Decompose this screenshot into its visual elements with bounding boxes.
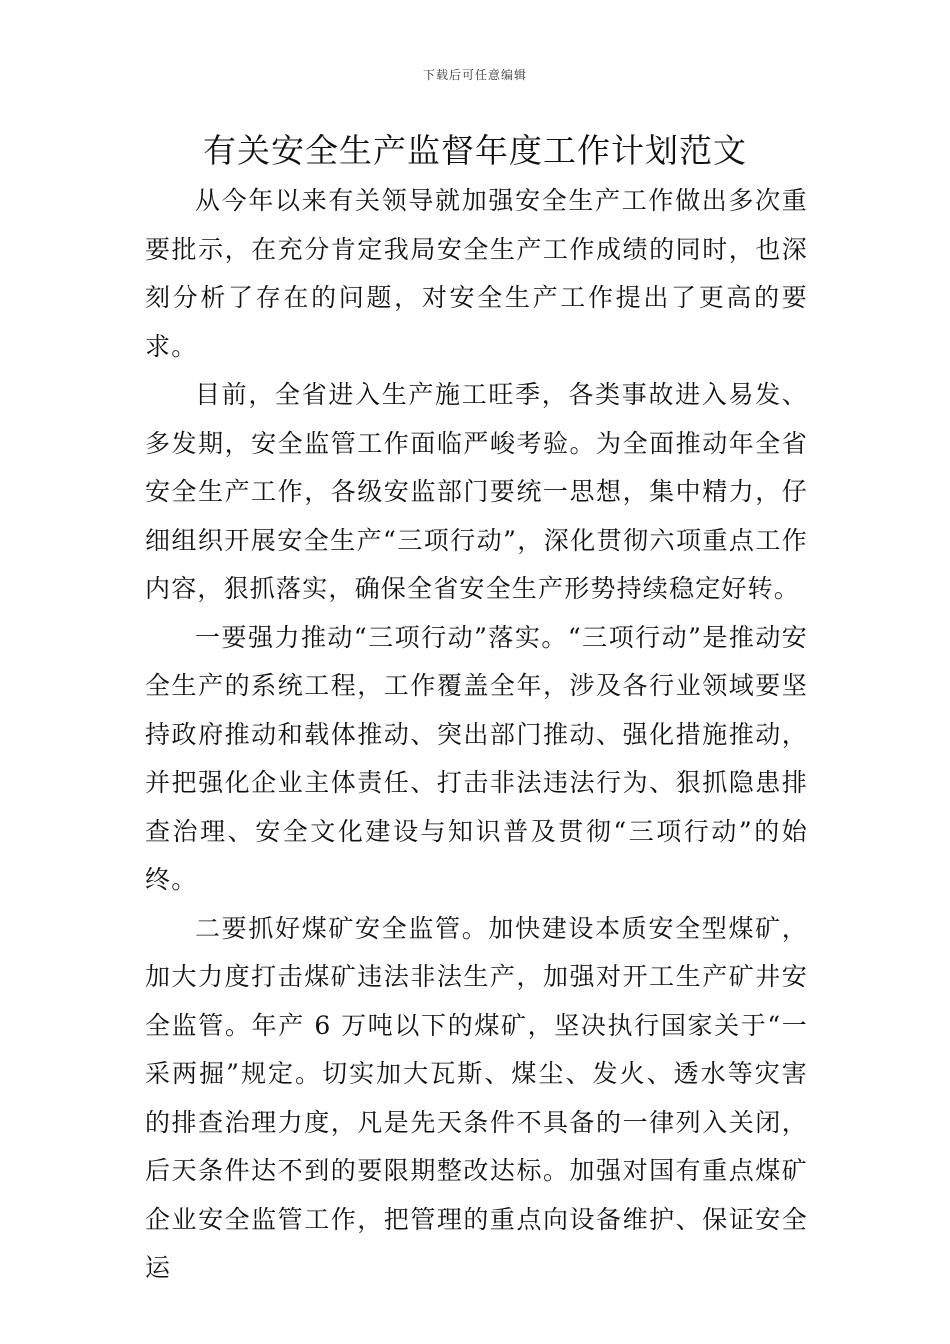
paragraph: 二要抓好煤矿安全监管。加快建设本质安全型煤矿，加大力度打击煤矿违法非法生产，加强对开工生产矿井安全监管。年产 6 万吨以下的煤矿，坚决执行国家关于“一采两掘”规定。切实加大瓦斯、煤尘、发火、透水等灾害的排查治理力度，凡是先天条件不具备的一律列入关闭，后天条件达不到的要限期整改达标。加强对国有重点煤矿企业安全监管工作，把管理的重点向设备维护、保证安全运 — [145, 913, 808, 1282]
paragraph: 一要强力推动“三项行动”落实。“三项行动”是推动安全生产的系统工程，工作覆盖全年，涉及各行业领域要坚持政府推动和载体推动、突出部门推动、强化措施推动，并把强化企业主体责任、打击非法违法行为、狠抓隐患排查治理、安全文化建设与知识普及贯彻“三项行动”的始终。 — [145, 622, 808, 894]
paragraph: 目前，全省进入生产施工旺季，各类事故进入易发、多发期，安全监管工作面临严峻考验。为全面推动年全省安全生产工作，各级安监部门要统一思想，集中精力，仔细组织开展安全生产“三项行动”，深化贯彻六项重点工作内容，狠抓落实，确保全省安全生产形势持续稳定好转。 — [145, 380, 808, 603]
paragraph: 从今年以来有关领导就加强安全生产工作做出多次重要批示，在充分肯定我局安全生产工作成绩的同时，也深刻分析了存在的问题，对安全生产工作提出了更高的要求。 — [145, 186, 808, 361]
document-body — [145, 177, 808, 1293]
document-title: 有关安全生产监督年度工作计划范文 — [203, 131, 747, 170]
header-note: 下载后可任意编辑 — [422, 68, 527, 82]
